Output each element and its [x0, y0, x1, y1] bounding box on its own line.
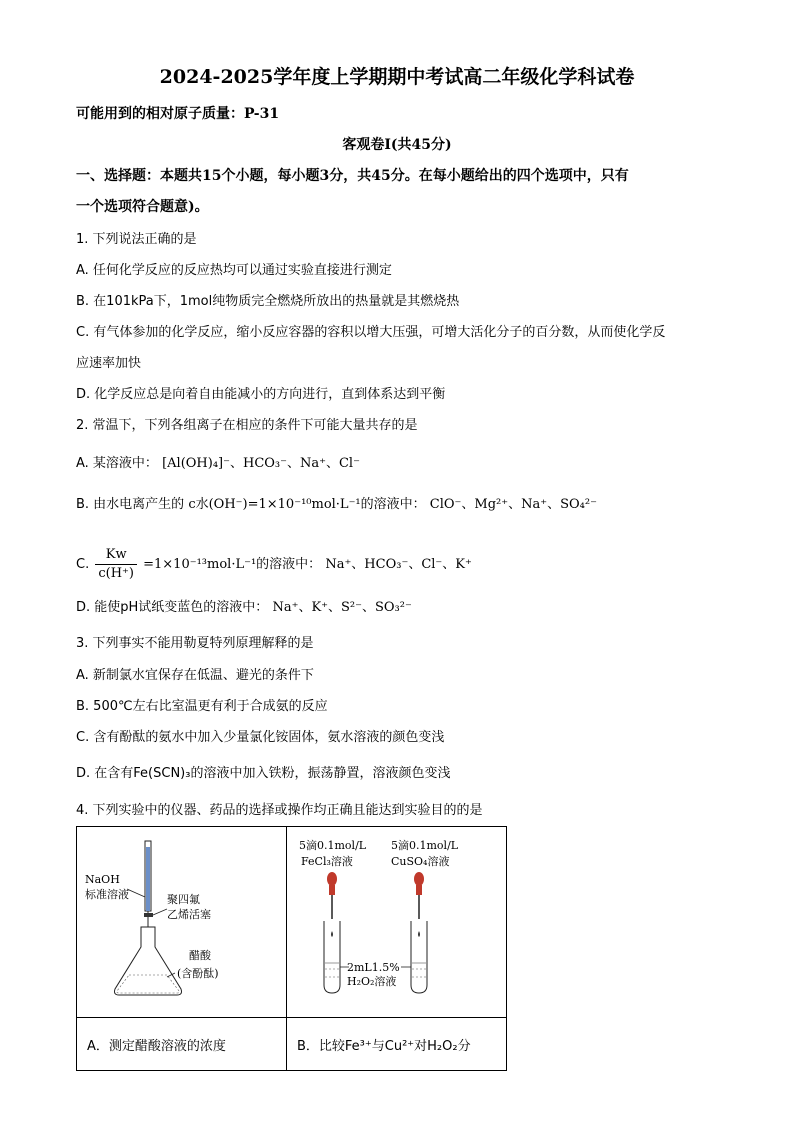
experiment-table: [76, 826, 507, 1071]
atomic-mass-note: 可能用到的相对原子质量：P-31: [76, 106, 280, 122]
question-1-option-c: C. 有气体参加的化学反应，缩小反应容器的容积以增大压强，可增大活化分子的百分数，从而使化学反: [76, 325, 666, 340]
left-reagent-label: 5滴0.1mol/L: [299, 839, 367, 852]
right-reagent-label: 5滴0.1mol/L: [391, 839, 459, 852]
option-c-condition: =1×10⁻¹³mol·L⁻¹的溶液中：: [143, 557, 322, 572]
option-c-prefix: C.: [76, 557, 90, 572]
option-c-fraction: [95, 546, 137, 583]
flask-label-2: (含酚酞): [177, 967, 219, 980]
option-b-condition: c水(OH⁻)=1×10⁻¹⁰mol·L⁻¹的溶液中：: [188, 497, 426, 512]
h2o2-label-2: H₂O₂溶液: [347, 975, 397, 988]
valve-label-2: 乙烯活塞: [167, 908, 211, 921]
catalysis-figure-cell: [287, 827, 507, 1018]
titration-figure-cell: [77, 827, 287, 1018]
question-3-option-d: D. 在含有Fe(SCN)₃的溶液中加入铁粉，振荡静置，溶液颜色变浅: [76, 766, 451, 781]
question-1-option-c-cont: 应速率加快: [76, 356, 142, 371]
question-4-stem: 4. 下列实验中的仪器、药品的选择或操作均正确且能达到实验目的的是: [76, 803, 483, 818]
question-2-option-a: [76, 454, 360, 474]
fraction-denominator: c(H⁺): [98, 566, 134, 581]
instructions-line-2: 一个选项符合题意)。: [76, 199, 209, 215]
naoh-label-2: 标准溶液: [85, 888, 129, 901]
question-3-option-a: A. 新制氯水宜保存在低温、避光的条件下: [76, 668, 314, 683]
stopcock: [144, 913, 153, 917]
option-d-ions: Na⁺、K⁺、S²⁻、SO₃²⁻: [272, 600, 412, 615]
question-3-option-c: C. 含有酚酞的氨水中加入少量氯化铵固体，氨水溶液的颜色变浅: [76, 730, 445, 745]
exam-title: 2024-2025学年度上学期期中考试高二年级化学科试卷: [159, 66, 635, 88]
valve-label: 聚四氟: [167, 893, 200, 906]
option-b-caption: B．比较Fe³⁺与Cu²⁺对H₂O₂分: [287, 1018, 507, 1071]
question-3-option-b: B. 500℃左右比室温更有利于合成氨的反应: [76, 699, 328, 714]
section-header: 客观卷Ⅰ(共45分): [342, 137, 452, 153]
left-reagent-label-2: FeCl₃溶液: [301, 855, 353, 868]
question-2-option-b: [76, 495, 597, 515]
catalysis-comparison-diagram: [287, 827, 506, 1013]
question-1-option-b: B. 在101kPa下，1mol纯物质完全燃烧所放出的热量就是其燃烧热: [76, 294, 460, 309]
question-1-option-a: A. 任何化学反应的反应热均可以通过实验直接进行测定: [76, 263, 392, 278]
option-b-ions: ClO⁻、Mg²⁺、Na⁺、SO₄²⁻: [429, 497, 597, 512]
titration-apparatus-diagram: [77, 827, 286, 1013]
option-a-ions: [Al(OH)₄]⁻、HCO₃⁻、Na⁺、Cl⁻: [162, 456, 360, 471]
question-1-stem: 1. 下列说法正确的是: [76, 232, 197, 247]
question-3-stem: 3. 下列事实不能用勒夏特列原理解释的是: [76, 636, 314, 651]
question-2-option-d: [76, 598, 412, 618]
right-reagent-label-2: CuSO₄溶液: [391, 855, 450, 868]
option-d-prefix: D. 能使pH试纸变蓝色的溶液中：: [76, 600, 269, 615]
left-dropper-bulb: [327, 872, 337, 886]
right-dropper-bulb: [414, 872, 424, 886]
option-c-ions: Na⁺、HCO₃⁻、Cl⁻、K⁺: [325, 557, 472, 572]
instructions-line-1: 一、选择题：本题共15个小题，每小题3分，共45分。在每小题给出的四个选项中，只有: [76, 168, 629, 184]
naoh-label: NaOH: [85, 873, 120, 886]
question-1-option-d: D. 化学反应总是向着自由能减小的方向进行，直到体系达到平衡: [76, 387, 446, 402]
question-2-stem: 2. 常温下，下列各组离子在相应的条件下可能大量共存的是: [76, 418, 418, 433]
question-2-option-c: [76, 546, 472, 583]
h2o2-label: 2mL1.5%: [347, 961, 400, 974]
option-a-caption: A．测定醋酸溶液的浓度: [77, 1018, 287, 1071]
burette-solution: [146, 847, 150, 911]
option-b-prefix: B. 由水电离产生的: [76, 497, 185, 512]
option-a-prefix: A. 某溶液中：: [76, 456, 158, 471]
flask-label: 醋酸: [189, 949, 211, 962]
fraction-numerator: Kw: [95, 546, 137, 565]
